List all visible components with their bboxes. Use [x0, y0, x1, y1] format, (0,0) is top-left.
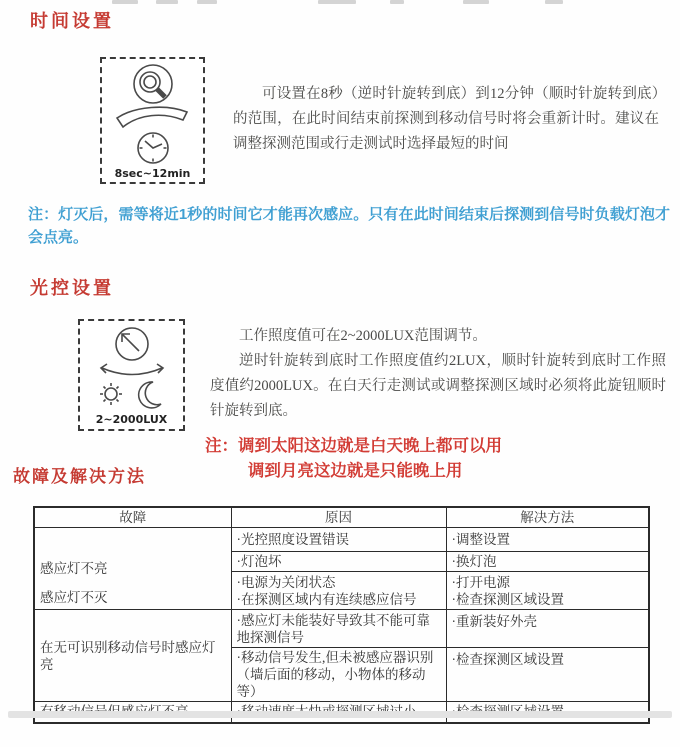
troubleshooting-title: 故障及解决方法: [13, 467, 146, 486]
solution-line: ·打开电源: [451, 574, 510, 590]
light-control-text-1: 工作照度值可在2~2000LUX范围调节。: [239, 328, 487, 344]
sun-icon: [100, 383, 122, 405]
fault-label-not-on: 感应灯不亮: [40, 561, 108, 576]
scan-remnant: [112, 0, 138, 4]
time-setting-title: 时间设置: [30, 11, 114, 31]
time-range-label: 8sec~12min: [114, 166, 191, 180]
lux-range-label: 2~2000LUX: [95, 413, 168, 426]
cause-cell: ·移动信号发生,但未被感应器识别（墙后面的移动，小物体的移动等）: [231, 648, 446, 702]
scan-remnant: [156, 0, 178, 4]
clock-icon: [138, 133, 168, 163]
rotation-range-icon: [101, 364, 163, 375]
light-control-paragraphs: [210, 324, 666, 424]
solution-cell: ·检查探测区域设置: [446, 648, 649, 702]
cause-cell: ·光控照度设置错误: [231, 528, 446, 552]
column-header-fault: 故障: [34, 507, 231, 528]
scan-remnant: [197, 0, 217, 4]
table-header-row: [34, 507, 649, 528]
light-note-line-2: 调到月亮这边就是只能晚上用: [247, 462, 463, 480]
time-knob-figure: [100, 57, 205, 184]
cause-line: ·在探测区域内有连续感应信号: [236, 591, 417, 607]
light-note-line-1: 注：调到太阳这边就是白天晚上都可以用: [205, 437, 502, 455]
table-row: [34, 610, 649, 648]
moon-icon: [138, 382, 160, 408]
scan-remnant: [463, 0, 489, 4]
light-control-text-2: 逆时针旋转到底时工作照度值约2LUX，顺时针旋转到底时工作照度值约2000LUX。在白天行走测试或调整探测区域时必须将此旋钮顺时针旋转到底。: [210, 353, 666, 419]
light-control-title: 光控设置: [30, 278, 114, 298]
column-header-cause: 原因: [231, 507, 446, 528]
time-setting-note: 注：灯灭后，需等将近1秒的时间它才能再次感应。只有在此时间结束后探测到信号时负载灯泡才会点亮。: [28, 206, 670, 246]
light-control-note: [205, 434, 502, 484]
cause-line: ·电源为关闭状态: [236, 574, 336, 590]
time-setting-text: 可设置在8秒（逆时针旋转到底）到12分钟（顺时针旋转到底）的范围，在此时间结束前探测到移动信号时将会重新计时。建议在调整探测范围或行走测试时选择最短的时间: [233, 86, 659, 152]
solution-cell: ·重新装好外壳: [446, 610, 649, 648]
scan-remnant: [390, 0, 404, 4]
troubleshooting-table: [33, 506, 650, 724]
fault-cell-lamp-on-off: [34, 528, 231, 610]
time-setting-paragraph: [233, 82, 659, 157]
solution-cell: ·换灯泡: [446, 552, 649, 572]
scan-remnant: [318, 0, 356, 4]
lux-knob-icon: [85, 324, 179, 412]
fault-label-not-off: 感应灯不灭: [40, 590, 108, 605]
fault-cell-false-trigger: 在无可识别移动信号时感应灯亮: [34, 610, 231, 702]
solution-cell: [446, 572, 649, 610]
light-knob-figure: [78, 319, 185, 431]
solution-line: ·检查探测区域设置: [451, 591, 564, 607]
solution-cell: ·调整设置: [446, 528, 649, 552]
cause-cell: ·感应灯未能装好导致其不能可靠地探测信号: [231, 610, 446, 648]
cause-cell: ·灯泡坏: [231, 552, 446, 572]
column-header-solution: 解决方法: [446, 507, 649, 528]
rotate-swoosh-icon: [117, 107, 187, 127]
time-knob-icon: [107, 62, 199, 166]
table-row: [34, 528, 649, 552]
page-footer-divider: [8, 711, 672, 718]
cause-cell: [231, 572, 446, 610]
scan-remnant: [545, 0, 563, 4]
